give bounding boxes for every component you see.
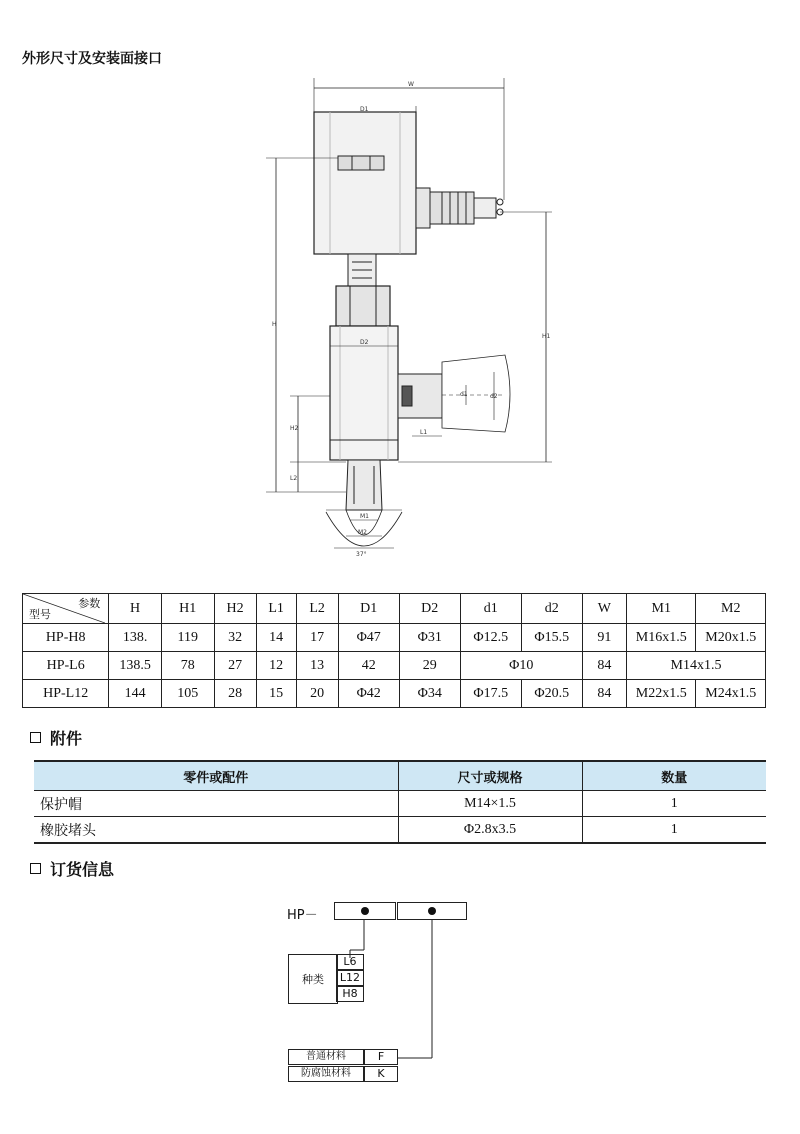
cell-W: 91	[582, 624, 626, 652]
label-angle: 37°	[356, 551, 367, 558]
type-option: H8	[336, 986, 364, 1002]
cell-H1: 78	[161, 652, 214, 680]
material-label: 防腐蚀材料	[288, 1066, 364, 1082]
type-code-slot	[334, 902, 396, 920]
label-D1: D1	[360, 106, 369, 113]
ordering-connectors	[0, 890, 800, 1090]
page-title: 外形尺寸及安装面接口	[22, 51, 162, 67]
label-M1: M1	[360, 513, 369, 520]
spec-header-row	[23, 594, 766, 624]
cell-D1: 42	[338, 652, 399, 680]
material-code-slot	[397, 902, 467, 920]
cell-W: 84	[582, 652, 626, 680]
part-cell: 保护帽	[34, 791, 398, 817]
cell-L2: 17	[296, 624, 338, 652]
col-header: d1	[460, 594, 521, 624]
col-header: H1	[161, 594, 214, 624]
cell-d2: Φ15.5	[521, 624, 582, 652]
cell-M1: M16x1.5	[627, 624, 696, 652]
cell-H2: 32	[214, 624, 256, 652]
corner-top-label: 参数	[78, 597, 101, 610]
cell-H2: 27	[214, 652, 256, 680]
type-option: L12	[336, 970, 364, 986]
col-header: D2	[399, 594, 460, 624]
bullet-icon	[361, 907, 369, 915]
col-header: H	[109, 594, 162, 624]
cell-H: 138.	[109, 624, 162, 652]
cell-H2: 28	[214, 680, 256, 708]
model-cell: HP-L6	[23, 652, 109, 680]
label-L2: L2	[290, 475, 298, 482]
label-D2: D2	[360, 339, 369, 346]
order-prefix: HP－	[287, 908, 318, 923]
cell-M1: M22x1.5	[627, 680, 696, 708]
cell-D2: 29	[399, 652, 460, 680]
material-code: F	[364, 1049, 398, 1065]
bullet-icon	[428, 907, 436, 915]
label-H: H	[272, 321, 277, 328]
label-H2: H2	[290, 425, 299, 432]
cell-D2: Φ34	[399, 680, 460, 708]
spec-cell: Φ2.8x3.5	[398, 817, 582, 844]
cell-D2: Φ31	[399, 624, 460, 652]
square-bullet-icon	[30, 732, 41, 743]
type-label: 种类	[288, 954, 338, 1004]
cell-L1: 15	[256, 680, 296, 708]
cell-H: 144	[109, 680, 162, 708]
cell-L2: 20	[296, 680, 338, 708]
spec-table	[22, 593, 766, 708]
square-bullet-icon	[30, 863, 41, 874]
accessories-header-row	[34, 761, 766, 791]
col-header: M2	[696, 594, 766, 624]
col-header: L1	[256, 594, 296, 624]
spec-cell: M14×1.5	[398, 791, 582, 817]
cell-L1: 14	[256, 624, 296, 652]
col-header: 零件或配件	[34, 761, 398, 791]
cell-d1-d2: Φ10	[460, 652, 582, 680]
table-row	[34, 791, 766, 817]
col-header: d2	[521, 594, 582, 624]
cell-L2: 13	[296, 652, 338, 680]
table-row	[23, 652, 766, 680]
col-header: H2	[214, 594, 256, 624]
col-header: 数量	[582, 761, 766, 791]
label-L1: L1	[420, 429, 428, 436]
cell-H1: 105	[161, 680, 214, 708]
cell-D1: Φ47	[338, 624, 399, 652]
model-cell: HP-H8	[23, 624, 109, 652]
col-header: W	[582, 594, 626, 624]
cell-L1: 12	[256, 652, 296, 680]
label-W: W	[408, 81, 414, 88]
cell-H1: 119	[161, 624, 214, 652]
accessories-heading	[30, 726, 82, 749]
qty-cell: 1	[582, 791, 766, 817]
label-d1: d1	[460, 391, 468, 398]
accessories-heading-text: 附件	[50, 729, 83, 748]
table-row	[23, 624, 766, 652]
table-row	[34, 817, 766, 844]
cell-d2: Φ20.5	[521, 680, 582, 708]
col-header: M1	[627, 594, 696, 624]
cell-M2: M20x1.5	[696, 624, 766, 652]
cell-d1: Φ12.5	[460, 624, 521, 652]
cell-M2: M24x1.5	[696, 680, 766, 708]
cell-d1: Φ17.5	[460, 680, 521, 708]
table-row	[23, 680, 766, 708]
cell-M1-M2: M14x1.5	[627, 652, 766, 680]
material-label: 普通材料	[288, 1049, 364, 1065]
type-option: L6	[336, 954, 364, 970]
cell-H: 138.5	[109, 652, 162, 680]
cell-W: 84	[582, 680, 626, 708]
cell-D1: Φ42	[338, 680, 399, 708]
label-d2: d2	[490, 393, 498, 400]
label-H1: H1	[542, 333, 551, 340]
model-cell: HP-L12	[23, 680, 109, 708]
ordering-heading	[30, 857, 114, 880]
ordering-heading-text: 订货信息	[50, 860, 115, 879]
col-header: 尺寸或规格	[398, 761, 582, 791]
label-M2: M2	[358, 529, 367, 536]
part-cell: 橡胶堵头	[34, 817, 398, 844]
material-code: K	[364, 1066, 398, 1082]
qty-cell: 1	[582, 817, 766, 844]
col-header: D1	[338, 594, 399, 624]
corner-cell	[23, 594, 109, 624]
col-header: L2	[296, 594, 338, 624]
corner-bottom-label: 型号	[29, 608, 51, 621]
accessories-table	[34, 760, 766, 844]
